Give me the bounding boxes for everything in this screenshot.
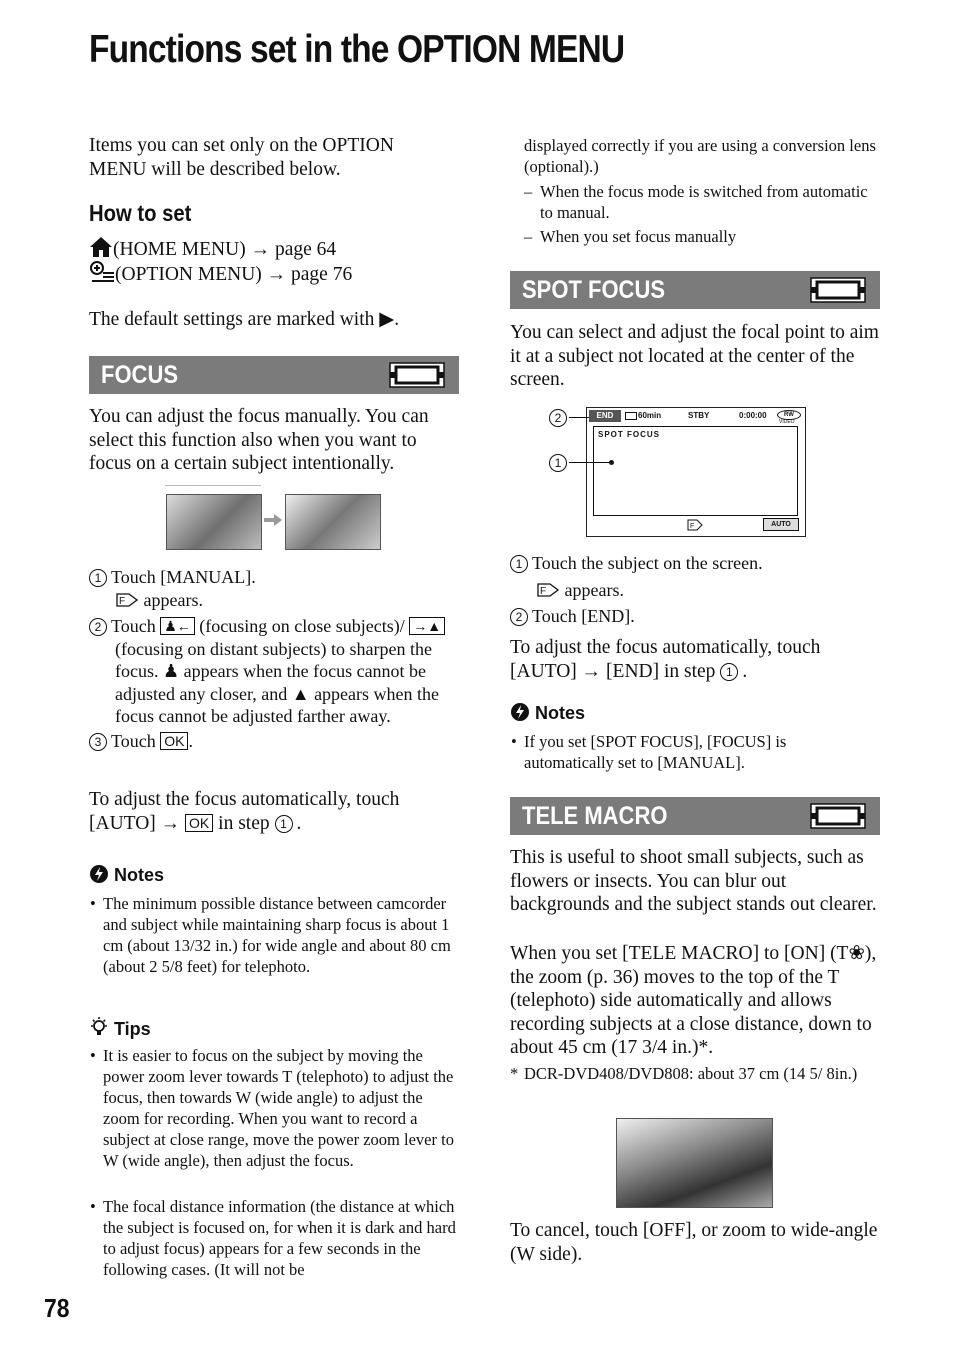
tele-macro-section-title: TELE MACRO: [522, 802, 668, 830]
how-to-set-line1: (HOME MENU) → page 64: [89, 236, 336, 262]
butterfly-macro-photo: [616, 1118, 773, 1208]
step-ref-1: 1: [720, 663, 738, 681]
step-number-2: 2: [89, 618, 107, 636]
camera-mode-icon: [389, 362, 445, 388]
focus-before-photo: [166, 494, 262, 550]
tele-macro-cancel: To cancel, touch [OFF], or zoom to wide-angle (W side).: [510, 1220, 878, 1265]
svg-text:F: F: [690, 523, 695, 530]
spot-focus-steps: 1 Touch the subject on the screen. F appears. 2 Touch [END].: [510, 552, 880, 628]
camera-mode-icon: [810, 277, 866, 303]
step-number-3: 3: [89, 733, 107, 751]
default-note: The default settings are marked with ▶.: [89, 309, 400, 330]
tele-macro-paragraph-2: When you set [TELE MACRO] to [ON] (T❀), the zoom (p. 36) moves to the top of the T (telephoto) side automatically and allows recording subjects at a close distance, down to about 45 cm (17 3/4 in.)*.: [510, 941, 877, 1058]
svg-text:F: F: [119, 595, 126, 607]
photo-divider: [165, 485, 261, 486]
focus-intro: You can adjust the focus manually. You can select this function also when you want to focus on a certain subject intentionally.: [89, 406, 429, 474]
lcd-counter: 0:00:00: [739, 411, 767, 420]
tips-heading: Tips: [89, 1016, 151, 1040]
lcd-frame: [593, 426, 798, 516]
step-ref-1: 1: [275, 815, 293, 833]
tele-macro-section-bar: [510, 797, 880, 835]
step-number-1: 1: [89, 569, 107, 587]
focus-info-case-2: – When you set focus manually: [524, 227, 737, 246]
tele-macro-footnote: * DCR-DVD408/DVD808: about 37 cm (14 5/ 8in.): [510, 1064, 858, 1083]
spot-focus-section-bar: [510, 271, 880, 309]
notes-icon: [89, 864, 109, 884]
spot-notes-heading: Notes: [510, 702, 585, 724]
tips-bulb-icon: [89, 1016, 109, 1038]
spot-note-1: • If you set [SPOT FOCUS], [FOCUS] is automatically set to [MANUAL].: [511, 732, 787, 772]
tip-1: • It is easier to focus on the subject by moving the power zoom lever towards T (telephoto) to adjust the focus, then towards W (wide angle) to adjust the zoom for recording. When you want to record a subject at close range, move the power zoom lever to W (wide angle), then adjust the focus.: [90, 1046, 454, 1170]
manual-focus-icon: [536, 582, 560, 598]
step-number-2: 2: [510, 608, 528, 626]
intro-text: Items you can set only on the OPTION MENU will be described below.: [89, 135, 394, 180]
arrow-right-icon: [263, 513, 283, 527]
person-icon: ♟: [163, 661, 180, 681]
camera-mode-icon: [810, 803, 866, 829]
callout-1-line: [569, 462, 611, 463]
focus-info-case-1: – When the focus mode is switched from automatic to manual.: [524, 182, 868, 222]
focus-steps: 1 Touch [MANUAL]. F appears. 2 Touch ♟← (focusing on close subjects)/ →▲ (focusing on distant subjects) to sharpen the focus. ♟ appears when the focus cannot be adjusted any closer, and ▲ appears when the focus cannot be adjusted farther away. 3 Touch OK .: [89, 566, 459, 752]
step-number-1: 1: [510, 555, 528, 573]
callout-2-line: [569, 417, 589, 418]
lcd-screen-illustration: [586, 407, 806, 537]
focus-far-button-icon: →▲: [409, 617, 445, 635]
disc-video-label: VIDEO: [779, 419, 795, 425]
battery-icon: [625, 412, 637, 420]
lcd-battery-time: 60min: [638, 411, 662, 420]
home-icon: [89, 236, 113, 258]
ok-button-icon: OK: [160, 732, 188, 750]
how-to-set-heading: How to set: [89, 200, 192, 226]
callout-2: 2: [549, 409, 567, 427]
lcd-stby: STBY: [688, 411, 710, 420]
svg-text:F: F: [540, 585, 547, 597]
disc-rw-icon: RW: [777, 410, 801, 420]
focus-section-bar: [89, 356, 459, 394]
focus-section-title: FOCUS: [101, 361, 178, 389]
spot-focus-auto-text: To adjust the focus automatically, touch [AUTO] → [END] in step 1 .: [510, 637, 821, 682]
option-menu-icon: [89, 261, 115, 283]
focus-note-1: • The minimum possible distance between camcorder and subject while maintaining sharp focus is about 1 cm (about 13/32 in.) for wide angle and about 80 cm (about 2 5/8 feet) for telephoto.: [90, 894, 451, 976]
manual-focus-icon: [115, 592, 139, 608]
lcd-manual-focus-icon: [687, 519, 703, 531]
page-title: Functions set in the OPTION MENU: [89, 28, 625, 71]
focus-auto-text: To adjust the focus automatically, touch [AUTO] → OK in step 1 .: [89, 789, 400, 834]
focus-after-photo: [285, 494, 381, 550]
page-number: 78: [44, 1293, 70, 1323]
lcd-spot-focus-label: SPOT FOCUS: [598, 430, 661, 439]
tele-macro-paragraph-1: This is useful to shoot small subjects, such as flowers or insects. You can blur out backgrounds and the subject stands out clearer.: [510, 847, 877, 915]
callout-1: 1: [549, 454, 567, 472]
tip-2: • The focal distance information (the distance at which the subject is focused on, for when it is dark and hard to adjust focus) appears for a few seconds in the following cases. (It will not be: [90, 1197, 456, 1279]
mountain-icon: ▲: [291, 683, 310, 704]
how-to-set-line2: (OPTION MENU) → page 76: [89, 261, 352, 287]
ok-button-icon-2: OK: [185, 814, 213, 832]
focus-notes-heading: Notes: [89, 864, 164, 886]
spot-focus-section-title: SPOT FOCUS: [522, 276, 666, 304]
notes-icon: [510, 702, 530, 722]
tip-2-continued: displayed correctly if you are using a conversion lens (optional).): [524, 136, 876, 176]
tulip-icon: ❀: [848, 941, 865, 964]
spot-focus-intro: You can select and adjust the focal point to aim it at a subject not located at the center of the screen.: [510, 322, 879, 390]
lcd-auto-button: AUTO: [763, 518, 799, 531]
lcd-end-button: END: [589, 410, 621, 422]
focus-near-button-icon: ♟←: [160, 617, 195, 635]
